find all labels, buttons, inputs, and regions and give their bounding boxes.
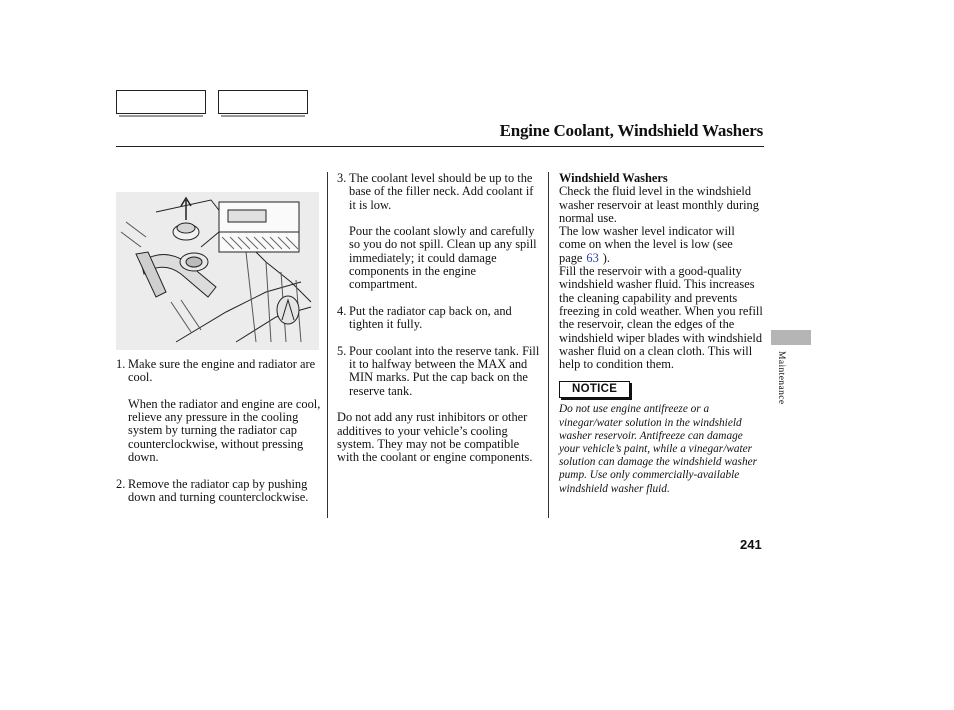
notice-text: Do not use engine antifreeze or a vinegar/water solution in the windshield washer reservoir. Antifreeze can damage your vehicle’s paint, while a vinegar/water solution can damage the windshield washer pump. Use only commercially-available windshield washer fluid. [559,403,757,495]
step-item [337,305,543,332]
page-title: Engine Coolant, Windshield Washers [499,121,763,140]
body-text: ). [602,250,611,265]
step-item [116,478,322,505]
windshield-washers-section [559,172,764,496]
step-number: 2. [116,476,126,491]
body-paragraph [559,225,764,265]
step-number: 4. [337,303,347,318]
page-number: 241 [740,537,762,552]
step-number: 3. [337,171,347,185]
section-label: Maintenance [776,351,786,405]
engine-bay-drawing [116,192,319,350]
page-reference-link[interactable]: 63 [586,250,599,265]
body-paragraph: Check the fluid level in the windshield washer reservoir at least monthly during normal use. [559,184,759,225]
step-text: Pour the coolant slowly and carefully so you do not spill. Clean up any spill immediately; it could damage components in the engine compartment. [349,224,537,292]
column-divider [327,172,328,518]
step-text: Put the radiator cap back on, and tighten it fully. [349,303,512,332]
step-number: 5. [337,343,347,358]
radiator-cap-illustration [116,192,319,350]
step-text: Remove the radiator cap by pushing down and turning counterclockwise. [128,476,309,504]
title-divider [116,146,764,147]
step-item [337,345,543,398]
instructions-column-1 [116,358,322,518]
step-text: Pour coolant into the reserve tank. Fill it to halfway between the MAX and MIN marks. Put the cap back on the reserve tank. [349,343,540,398]
section-heading: Windshield Washers [559,171,668,185]
step-text: The coolant level should be up to the base of the filler neck. Add coolant if it is low. [349,171,534,212]
instructions-column-2 [337,172,543,465]
step-number: 1. [116,357,126,371]
previous-page-button[interactable] [116,90,206,114]
additives-warning: Do not add any rust inhibitors or other additives to your vehicle’s cooling system. They may not be compatible with the coolant or engine components. [337,410,533,465]
body-text: The low washer level indicator will come on when the level is low (see page [559,224,735,265]
column-divider [548,172,549,518]
notice-badge: NOTICE [559,381,630,398]
step-item [337,172,543,292]
section-tab[interactable] [771,330,811,345]
body-paragraph: Fill the reservoir with a good-quality windshield washer fluid. This increases the cleaning capability and prevents freezing in cold weather. When you refill the reservoir, clean the edges of the windshield wiper blades with windshield washer fluid on a clean cloth. This will help to condition them. [559,264,763,372]
next-page-button[interactable] [218,90,308,114]
step-text: Make sure the engine and radiator are cool. [128,357,316,385]
step-item [116,358,322,464]
step-text: When the radiator and engine are cool, relieve any pressure in the cooling system by turning the radiator cap counterclockwise, without pressing down. [128,396,321,465]
